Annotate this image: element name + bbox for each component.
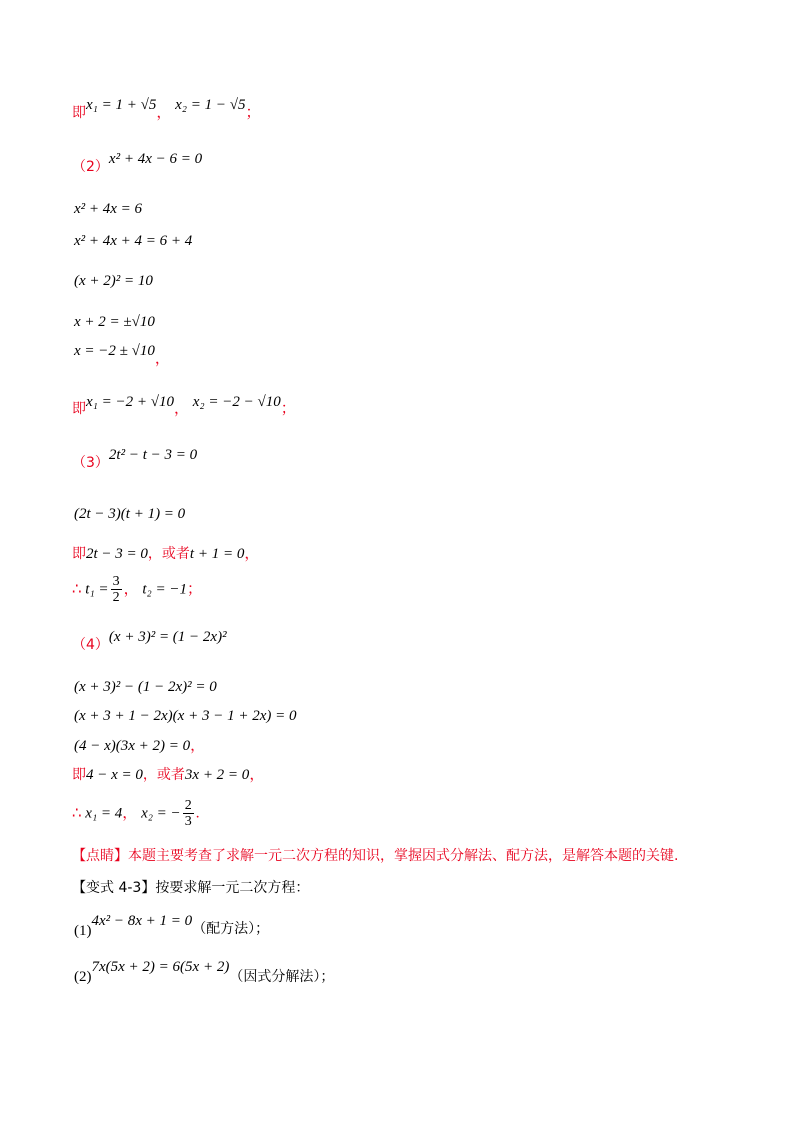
- key-point-note: [72, 848, 678, 865]
- end: ，: [154, 351, 170, 367]
- eq: 4 − x = 0: [86, 767, 143, 783]
- part-3-header: [72, 446, 198, 471]
- x1-eq: x₁ = 4: [85, 805, 123, 822]
- step: [72, 574, 202, 606]
- therefore-symbol: ∴: [72, 805, 82, 822]
- part-2-header: [72, 150, 203, 175]
- solution-1-result: [72, 97, 261, 122]
- variant-question-1: [74, 912, 270, 939]
- step: x² + 4x = 6: [74, 201, 143, 217]
- step-eq: (4 − x)(3x + 2) = 0: [74, 738, 191, 754]
- fraction: [183, 798, 194, 830]
- prefix-ji: 即: [72, 546, 86, 562]
- prefix-ji: 即: [72, 401, 86, 417]
- question-number: (1): [74, 923, 92, 939]
- x2-label: x₂ = −: [141, 805, 181, 822]
- step: [72, 766, 264, 784]
- step: (2t − 3)(t + 1) = 0: [74, 506, 186, 522]
- sep: ，: [173, 401, 189, 417]
- end: ；: [245, 105, 261, 121]
- or-text: ，或者: [142, 767, 185, 783]
- variant-question-2: [74, 958, 335, 985]
- question-equation: 7x(5x + 2) = 6(5x + 2): [91, 959, 230, 975]
- part-equation: x² + 4x − 6 = 0: [108, 151, 203, 167]
- prefix-ji: 即: [72, 105, 86, 121]
- numerator: 2: [184, 798, 192, 813]
- part-label: （3）: [72, 455, 109, 471]
- step: (x + 3 + 1 − 2x)(x + 3 − 1 + 2x) = 0: [74, 708, 297, 724]
- t1-label: t₁ =: [85, 581, 109, 598]
- part-label: （2）: [72, 159, 109, 175]
- end: ；: [186, 581, 202, 598]
- part-equation: (x + 3)² = (1 − 2x)²: [108, 629, 227, 645]
- end: ，: [190, 738, 206, 754]
- or-text: ，或者: [147, 546, 190, 562]
- step: x + 2 = ±√10: [74, 314, 155, 330]
- variant-title: 【变式 4-3】按要求解一元二次方程：: [72, 880, 310, 896]
- fraction: [111, 574, 122, 606]
- note-label: 【点睛】: [72, 848, 128, 864]
- t2-eq: t₂ = −1: [142, 581, 187, 598]
- denominator: 2: [112, 590, 120, 606]
- eq-x1: x₁ = 1 + √5: [86, 97, 157, 113]
- step: x² + 4x + 4 = 6 + 4: [74, 233, 193, 249]
- prefix-ji: 即: [72, 767, 86, 783]
- step: [74, 737, 205, 755]
- end: ；: [280, 401, 296, 417]
- sep: ，: [156, 105, 172, 121]
- step: [74, 342, 170, 367]
- step-eq: x = −2 ± √10: [74, 343, 155, 359]
- step: (x + 3)² − (1 − 2x)² = 0: [74, 679, 217, 695]
- method-hint: （配方法）；: [192, 921, 270, 937]
- eq-x2: x₂ = −2 − √10: [192, 394, 281, 410]
- numerator: 3: [112, 574, 120, 589]
- eq-x2: x₂ = 1 − √5: [175, 97, 246, 113]
- end: ，: [249, 767, 265, 783]
- question-equation: 4x² − 8x + 1 = 0: [91, 913, 193, 929]
- eq: 2t − 3 = 0: [86, 546, 148, 562]
- sep: ，: [123, 581, 139, 598]
- step: [72, 798, 199, 830]
- eq: 3x + 2 = 0: [184, 767, 250, 783]
- part-label: （4）: [72, 637, 109, 653]
- end: .: [195, 805, 200, 822]
- solution-2-result: [72, 394, 296, 418]
- method-hint: （因式分解法）；: [229, 969, 335, 985]
- end: ，: [244, 546, 260, 562]
- step: [72, 545, 259, 563]
- eq-x1: x₁ = −2 + √10: [86, 394, 174, 410]
- eq: t + 1 = 0: [189, 546, 245, 562]
- denominator: 3: [184, 814, 192, 830]
- part-4-header: [72, 628, 227, 653]
- question-number: (2): [74, 969, 92, 985]
- step: (x + 2)² = 10: [74, 273, 153, 289]
- part-equation: 2t² − t − 3 = 0: [108, 447, 198, 463]
- therefore-symbol: ∴: [72, 581, 82, 598]
- sep: ，: [122, 805, 138, 822]
- note-text: 本题主要考查了求解一元二次方程的知识，掌握因式分解法、配方法，是解答本题的关键.: [128, 848, 679, 864]
